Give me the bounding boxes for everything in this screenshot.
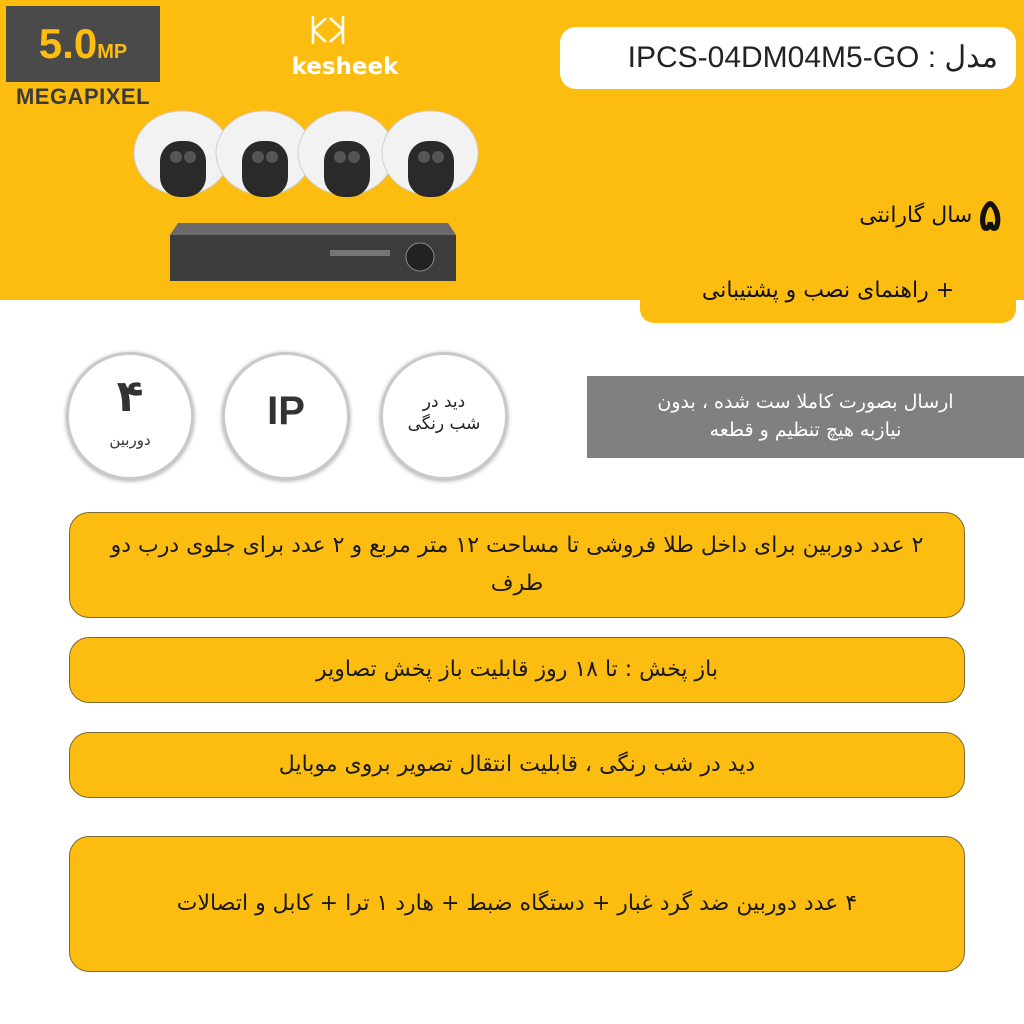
camera-count-circle [66,352,194,480]
warranty-number: ۵ [978,191,1002,240]
model-text: IPCS-04DM04M5-GO : مدل [627,41,998,74]
megapixel-unit: MP [97,41,128,63]
camera-count: ۴ [116,371,144,422]
megapixel-badge [6,6,160,107]
product-image [130,105,490,295]
info-text: دید در شب رنگی ، قابلیت انتقال تصویر بروی موبایل [278,752,756,777]
night-vision-line2: شب رنگی [407,414,481,434]
warranty [859,190,1002,241]
brand-name: kesheek [291,54,399,80]
shipping-line1: ارسال بصورت کاملا ست شده ، بدون [657,391,954,413]
info-text: ۲ عدد دوربین برای داخل طلا فروشی تا مساحت ۱۲ متر مربع و ۲ عدد برای جلوی درب دو طرف [110,533,924,596]
info-box-playback [69,637,965,703]
shipping-line2: نیازبه هیچ تنظیم و قطعه [709,419,902,441]
ip-circle [222,352,350,480]
guide-text: + راهنمای نصب و پشتیبانی [701,277,955,303]
info-box-cameras [69,512,965,618]
warranty-text: سال گارانتی [859,203,973,228]
dome-camera-icon [298,111,394,197]
dvr-recorder-icon [170,223,456,281]
guide-box [640,257,1016,323]
night-vision-line1: دید در [422,392,466,412]
ip-label: IP [267,389,305,433]
night-vision-text [383,391,505,435]
megapixel-label: MEGAPIXEL [6,82,160,112]
info-text: ۴ عدد دوربین ضد گرد غبار + دستگاه ضبط + هارد ۱ ترا + کابل و اتصالات [176,891,858,916]
kesheek-logo-icon [310,12,346,48]
dome-camera-icon [382,111,478,197]
night-vision-circle [380,352,508,480]
info-box-night-vision [69,732,965,798]
megapixel-value: 5.0MP [38,20,128,67]
info-box-package [69,836,965,972]
info-text: باز پخش : تا ۱۸ روز قابلیت باز پخش تصاویر [316,657,719,682]
camera-count-label: دوربین [109,431,151,449]
shipping-note [587,376,1024,458]
model-box [560,27,1016,89]
